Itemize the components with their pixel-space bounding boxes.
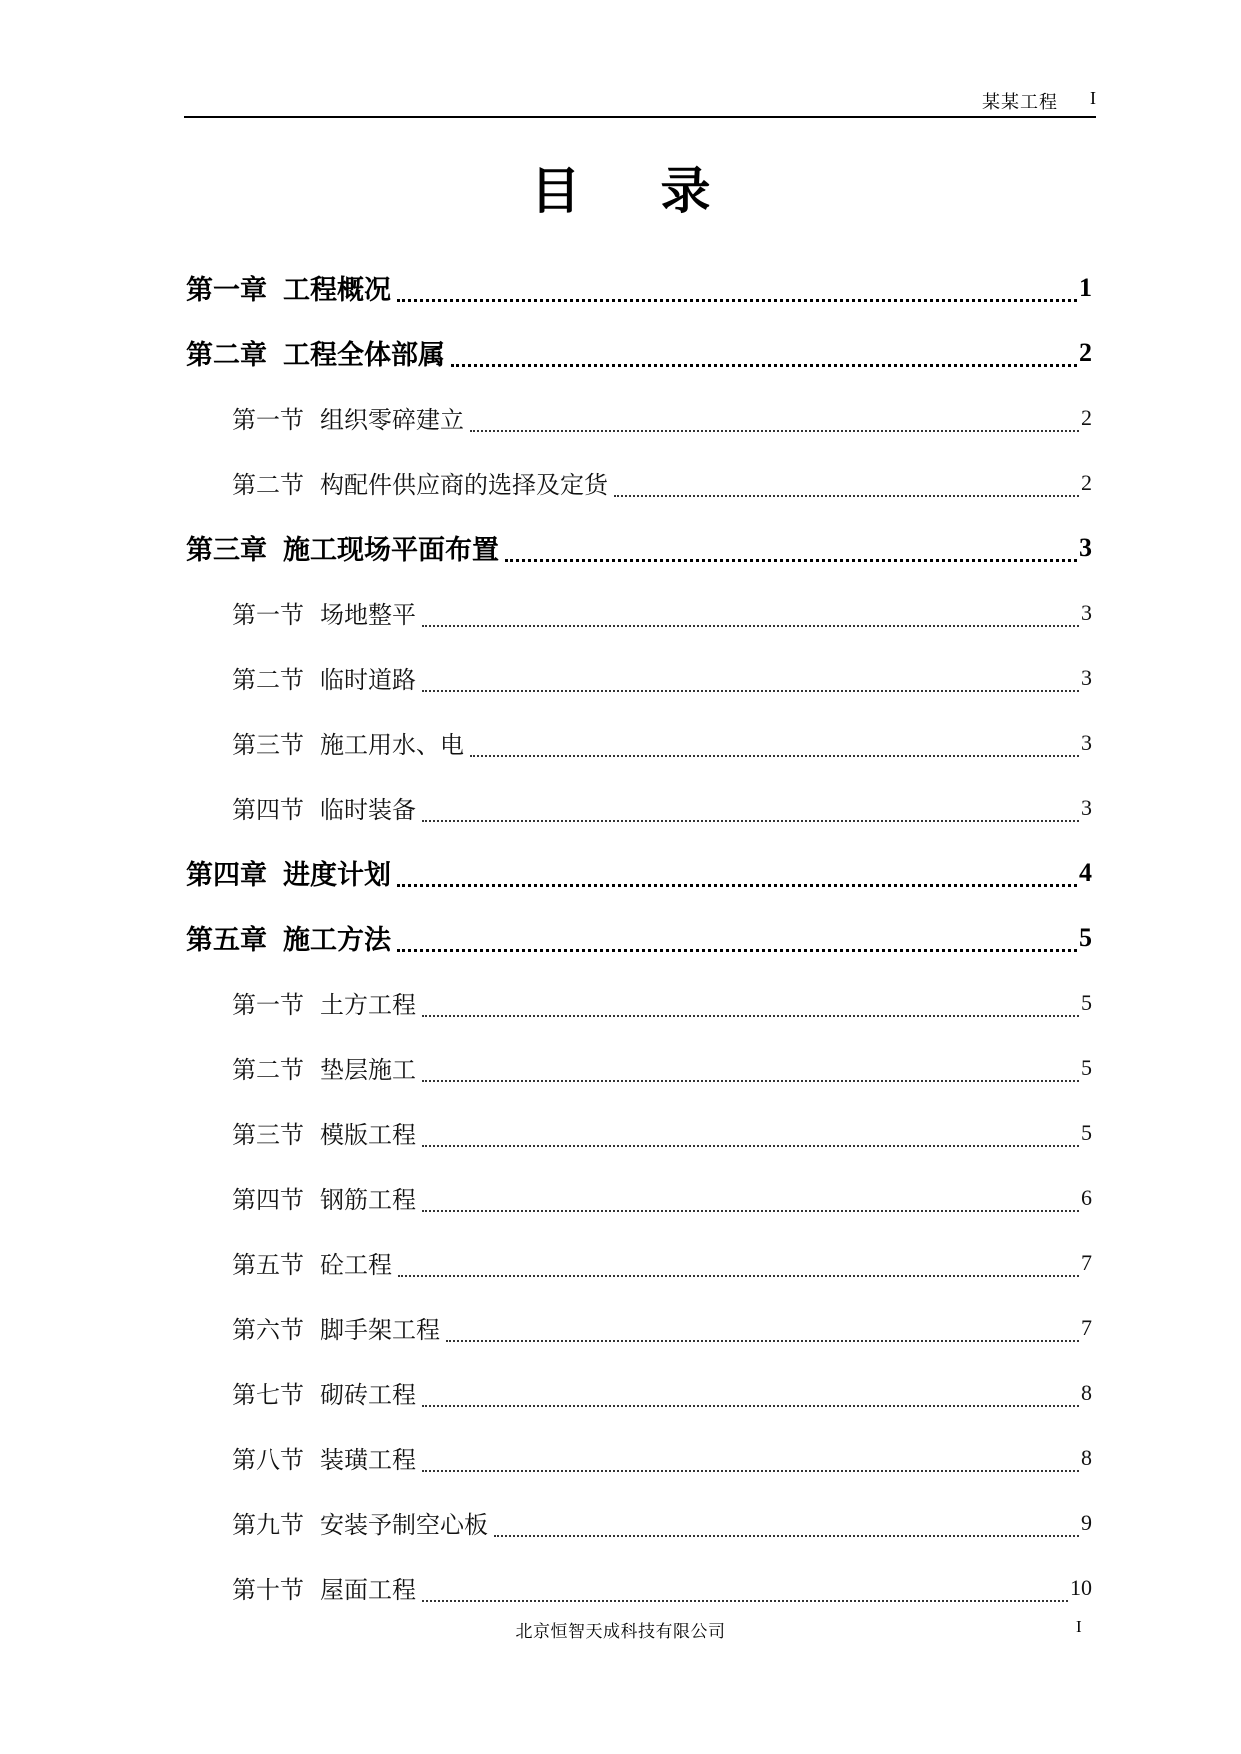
toc-entry-page: 3	[1081, 664, 1092, 690]
toc-entry-number: 第三章	[186, 535, 267, 566]
toc-section-entry[interactable]	[186, 1555, 1092, 1620]
toc-entry-title: 工程全体部属	[283, 340, 445, 371]
toc-entry-page: 2	[1081, 469, 1092, 495]
toc-entry-title: 模版工程	[320, 1121, 416, 1149]
toc-section-entry[interactable]	[186, 1425, 1092, 1490]
dot-leader	[422, 820, 1079, 822]
toc-entry-number: 第三节	[232, 1121, 304, 1149]
toc-section-entry[interactable]	[186, 1165, 1092, 1230]
dot-leader	[422, 625, 1079, 627]
toc-entry-title: 砼工程	[320, 1251, 392, 1279]
toc-entry-title: 临时装备	[320, 796, 416, 824]
toc-entry-number: 第八节	[232, 1446, 304, 1474]
dot-leader	[494, 1535, 1079, 1537]
dot-leader	[422, 1470, 1079, 1472]
toc-entry-number: 第二节	[232, 1056, 304, 1084]
toc-entry-page: 4	[1079, 857, 1092, 887]
toc-entry-number: 第四节	[232, 796, 304, 824]
toc-entry-title: 构配件供应商的选择及定货	[320, 471, 608, 499]
toc-entry-title: 施工现场平面布置	[283, 535, 499, 566]
toc-section-entry[interactable]	[186, 1360, 1092, 1425]
dot-leader	[422, 1600, 1068, 1602]
toc-entry-number: 第一节	[232, 991, 304, 1019]
toc-entry-number: 第三节	[232, 731, 304, 759]
toc-entry-page: 3	[1081, 794, 1092, 820]
toc-entry-page: 2	[1079, 337, 1092, 367]
toc-entry-title: 施工用水、电	[320, 731, 464, 759]
toc-entry-page: 9	[1081, 1509, 1092, 1535]
dot-leader	[422, 1210, 1079, 1212]
toc-entry-number: 第二节	[232, 666, 304, 694]
dot-leader	[398, 1275, 1079, 1277]
toc-entry-number: 第四节	[232, 1186, 304, 1214]
toc-chapter-entry[interactable]	[186, 255, 1092, 320]
header-title: 某某工程	[982, 92, 1058, 113]
toc-entry-number: 第二章	[186, 340, 267, 371]
toc-entry-page: 7	[1081, 1314, 1092, 1340]
toc-entry-title: 钢筋工程	[320, 1186, 416, 1214]
dot-leader	[446, 1340, 1079, 1342]
toc-entry-page: 3	[1079, 532, 1092, 562]
toc-entry-title: 进度计划	[283, 860, 391, 891]
toc-entry-title: 施工方法	[283, 925, 391, 956]
toc-entry-number: 第五节	[232, 1251, 304, 1279]
toc-entry-title: 组织零碎建立	[320, 406, 464, 434]
toc-entry-number: 第一节	[232, 601, 304, 629]
toc-entry-page: 8	[1081, 1444, 1092, 1470]
toc-section-entry[interactable]	[186, 710, 1092, 775]
toc-entry-page: 8	[1081, 1379, 1092, 1405]
toc-entry-page: 5	[1079, 922, 1092, 952]
toc-entry-number: 第九节	[232, 1511, 304, 1539]
dot-leader	[470, 755, 1079, 757]
toc-section-entry[interactable]	[186, 775, 1092, 840]
toc-entry-page: 3	[1081, 729, 1092, 755]
toc-entry-page: 10	[1070, 1574, 1092, 1600]
dot-leader	[397, 884, 1077, 887]
toc-section-entry[interactable]	[186, 1295, 1092, 1360]
toc-entry-page: 2	[1081, 404, 1092, 430]
dot-leader	[505, 559, 1077, 562]
toc-entry-page: 5	[1081, 1054, 1092, 1080]
toc-section-entry[interactable]	[186, 970, 1092, 1035]
toc-section-entry[interactable]	[186, 580, 1092, 645]
toc-entry-number: 第五章	[186, 925, 267, 956]
toc-entry-title: 场地整平	[320, 601, 416, 629]
dot-leader	[614, 495, 1079, 497]
toc-entry-number: 第十节	[232, 1576, 304, 1604]
toc-entry-title: 临时道路	[320, 666, 416, 694]
header-page-number: I	[1090, 88, 1096, 108]
toc-entry-page: 6	[1081, 1184, 1092, 1210]
toc-entry-number: 第一章	[186, 275, 267, 306]
dot-leader	[397, 949, 1077, 952]
toc-entry-number: 第一节	[232, 406, 304, 434]
toc-entry-title: 工程概况	[283, 275, 391, 306]
toc-entry-page: 1	[1079, 272, 1092, 302]
toc-chapter-entry[interactable]	[186, 515, 1092, 580]
toc-chapter-entry[interactable]	[186, 320, 1092, 385]
toc-entry-title: 垫层施工	[320, 1056, 416, 1084]
dot-leader	[470, 430, 1079, 432]
toc-chapter-entry[interactable]	[186, 840, 1092, 905]
toc-title-char-1: 目	[530, 162, 581, 220]
toc-section-entry[interactable]	[186, 1490, 1092, 1555]
footer-company: 北京恒智天成科技有限公司	[515, 1622, 726, 1642]
toc-entry-title: 安装予制空心板	[320, 1511, 488, 1539]
toc-entry-page: 5	[1081, 989, 1092, 1015]
toc-section-entry[interactable]	[186, 450, 1092, 515]
dot-leader	[422, 1145, 1079, 1147]
toc-section-entry[interactable]	[186, 1100, 1092, 1165]
toc-entry-number: 第二节	[232, 471, 304, 499]
dot-leader	[451, 364, 1077, 367]
dot-leader	[422, 1080, 1079, 1082]
toc-entry-title: 屋面工程	[320, 1576, 416, 1604]
toc-entry-page: 3	[1081, 599, 1092, 625]
toc-entry-page: 7	[1081, 1249, 1092, 1275]
footer-page-number: I	[1076, 1617, 1082, 1636]
toc-entry-title: 脚手架工程	[320, 1316, 440, 1344]
toc-chapter-entry[interactable]	[186, 905, 1092, 970]
toc-entry-number: 第六节	[232, 1316, 304, 1344]
table-of-contents	[186, 255, 1092, 1620]
toc-section-entry[interactable]	[186, 1035, 1092, 1100]
toc-section-entry[interactable]	[186, 645, 1092, 710]
toc-entry-title: 土方工程	[320, 991, 416, 1019]
page-header	[184, 84, 1096, 118]
dot-leader	[422, 690, 1079, 692]
toc-entry-title: 装璜工程	[320, 1446, 416, 1474]
toc-entry-number: 第七节	[232, 1381, 304, 1409]
dot-leader	[422, 1405, 1079, 1407]
toc-entry-number: 第四章	[186, 860, 267, 891]
toc-title	[0, 162, 1241, 220]
toc-entry-title: 砌砖工程	[320, 1381, 416, 1409]
dot-leader	[422, 1015, 1079, 1017]
toc-title-char-2: 录	[660, 162, 711, 220]
toc-section-entry[interactable]	[186, 1230, 1092, 1295]
toc-entry-page: 5	[1081, 1119, 1092, 1145]
toc-section-entry[interactable]	[186, 385, 1092, 450]
dot-leader	[397, 299, 1077, 302]
